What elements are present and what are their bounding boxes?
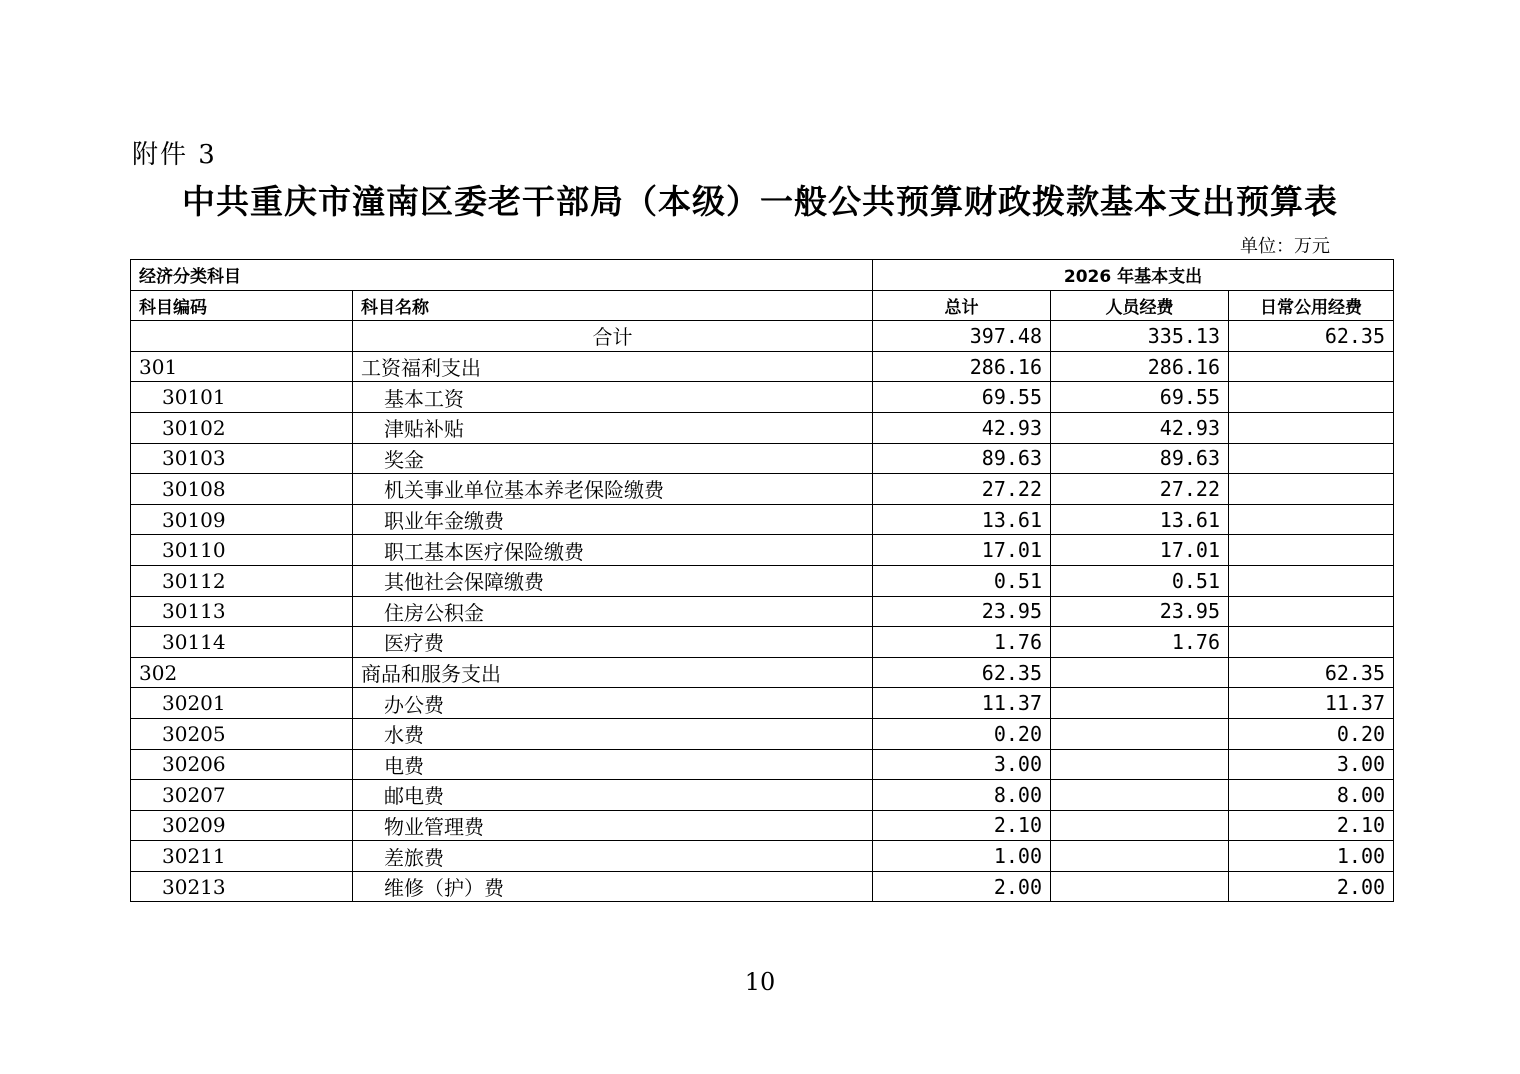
total-cell: 27.22	[873, 474, 1051, 505]
name-cell: 医疗费	[353, 627, 873, 658]
public-cell	[1229, 504, 1394, 535]
total-cell: 0.20	[873, 718, 1051, 749]
code-cell: 30114	[131, 627, 353, 658]
public-cell	[1229, 351, 1394, 382]
personnel-cell	[1051, 871, 1229, 902]
total-cell: 2.10	[873, 810, 1051, 841]
personnel-cell	[1051, 688, 1229, 719]
public-column-header: 日常公用经费	[1229, 290, 1394, 321]
total-cell: 11.37	[873, 688, 1051, 719]
table-row	[131, 596, 1394, 627]
personnel-cell: 69.55	[1051, 382, 1229, 413]
total-cell: 1.00	[873, 841, 1051, 872]
total-cell: 286.16	[873, 351, 1051, 382]
public-cell	[1229, 382, 1394, 413]
name-column-header: 科目名称	[353, 290, 873, 321]
public-cell	[1229, 412, 1394, 443]
personnel-cell: 0.51	[1051, 565, 1229, 596]
total-cell: 0.51	[873, 565, 1051, 596]
code-column-header: 科目编码	[131, 290, 353, 321]
personnel-cell: 89.63	[1051, 443, 1229, 474]
public-cell: 1.00	[1229, 841, 1394, 872]
code-cell: 30113	[131, 596, 353, 627]
name-cell: 住房公积金	[353, 596, 873, 627]
personnel-cell: 13.61	[1051, 504, 1229, 535]
public-cell: 2.00	[1229, 871, 1394, 902]
personnel-cell	[1051, 780, 1229, 811]
personnel-column-header: 人员经费	[1051, 290, 1229, 321]
total-cell: 13.61	[873, 504, 1051, 535]
name-cell: 工资福利支出	[353, 351, 873, 382]
public-cell	[1229, 535, 1394, 566]
public-cell	[1229, 474, 1394, 505]
public-cell	[1229, 443, 1394, 474]
code-cell: 30206	[131, 749, 353, 780]
total-row	[131, 321, 1394, 352]
personnel-cell	[1051, 718, 1229, 749]
code-cell: 30101	[131, 382, 353, 413]
table-row	[131, 504, 1394, 535]
table-row	[131, 627, 1394, 658]
total-cell: 62.35	[873, 657, 1051, 688]
budget-table	[130, 259, 1394, 902]
code-cell: 30211	[131, 841, 353, 872]
public-cell: 0.20	[1229, 718, 1394, 749]
name-cell: 职工基本医疗保险缴费	[353, 535, 873, 566]
public-cell	[1229, 627, 1394, 658]
total-cell: 17.01	[873, 535, 1051, 566]
personnel-cell	[1051, 810, 1229, 841]
public-cell: 62.35	[1229, 321, 1394, 352]
table-row	[131, 565, 1394, 596]
table-row	[131, 535, 1394, 566]
personnel-cell: 27.22	[1051, 474, 1229, 505]
personnel-cell: 23.95	[1051, 596, 1229, 627]
code-cell: 30112	[131, 565, 353, 596]
code-cell	[131, 321, 353, 352]
code-cell: 30109	[131, 504, 353, 535]
table-row	[131, 780, 1394, 811]
code-cell: 30103	[131, 443, 353, 474]
personnel-cell: 42.93	[1051, 412, 1229, 443]
public-cell: 62.35	[1229, 657, 1394, 688]
total-cell: 23.95	[873, 596, 1051, 627]
total-cell: 42.93	[873, 412, 1051, 443]
public-cell: 11.37	[1229, 688, 1394, 719]
name-cell: 维修（护）费	[353, 871, 873, 902]
code-cell: 30110	[131, 535, 353, 566]
total-cell: 3.00	[873, 749, 1051, 780]
column-header-row	[131, 290, 1394, 321]
public-cell: 3.00	[1229, 749, 1394, 780]
code-cell: 30213	[131, 871, 353, 902]
table-row	[131, 412, 1394, 443]
table-row	[131, 382, 1394, 413]
name-cell: 机关事业单位基本养老保险缴费	[353, 474, 873, 505]
personnel-cell: 1.76	[1051, 627, 1229, 658]
table-row	[131, 871, 1394, 902]
page-title: 中共重庆市潼南区委老干部局（本级）一般公共预算财政拨款基本支出预算表	[182, 182, 1338, 221]
code-cell: 30207	[131, 780, 353, 811]
name-cell: 水费	[353, 718, 873, 749]
attachment-label: 附件 3	[132, 140, 217, 170]
table-row	[131, 443, 1394, 474]
name-cell: 职业年金缴费	[353, 504, 873, 535]
code-cell: 30201	[131, 688, 353, 719]
personnel-cell: 17.01	[1051, 535, 1229, 566]
name-cell: 合计	[353, 321, 873, 352]
code-cell: 30108	[131, 474, 353, 505]
economic-class-header: 经济分类科目	[131, 260, 873, 291]
table-row	[131, 841, 1394, 872]
public-cell: 2.10	[1229, 810, 1394, 841]
personnel-cell	[1051, 657, 1229, 688]
name-cell: 差旅费	[353, 841, 873, 872]
personnel-cell	[1051, 841, 1229, 872]
total-cell: 1.76	[873, 627, 1051, 658]
total-cell: 397.48	[873, 321, 1051, 352]
page-number: 10	[744, 968, 776, 996]
personnel-cell: 286.16	[1051, 351, 1229, 382]
personnel-cell	[1051, 749, 1229, 780]
name-cell: 办公费	[353, 688, 873, 719]
name-cell: 邮电费	[353, 780, 873, 811]
table-row	[131, 474, 1394, 505]
code-cell: 30102	[131, 412, 353, 443]
unit-label: 单位：万元	[1240, 236, 1330, 257]
total-column-header: 总计	[873, 290, 1051, 321]
public-cell	[1229, 596, 1394, 627]
code-cell: 302	[131, 657, 353, 688]
table-row	[131, 351, 1394, 382]
code-cell: 30205	[131, 718, 353, 749]
name-cell: 物业管理费	[353, 810, 873, 841]
table-row	[131, 749, 1394, 780]
table-row	[131, 657, 1394, 688]
total-cell: 89.63	[873, 443, 1051, 474]
group-header-row	[131, 260, 1394, 291]
public-cell	[1229, 565, 1394, 596]
basic-expense-header: 2026 年基本支出	[873, 260, 1394, 291]
personnel-cell: 335.13	[1051, 321, 1229, 352]
name-cell: 电费	[353, 749, 873, 780]
name-cell: 商品和服务支出	[353, 657, 873, 688]
table-row	[131, 688, 1394, 719]
public-cell: 8.00	[1229, 780, 1394, 811]
name-cell: 津贴补贴	[353, 412, 873, 443]
code-cell: 301	[131, 351, 353, 382]
name-cell: 基本工资	[353, 382, 873, 413]
name-cell: 奖金	[353, 443, 873, 474]
total-cell: 2.00	[873, 871, 1051, 902]
total-cell: 8.00	[873, 780, 1051, 811]
name-cell: 其他社会保障缴费	[353, 565, 873, 596]
total-cell: 69.55	[873, 382, 1051, 413]
table-row	[131, 718, 1394, 749]
table-row	[131, 810, 1394, 841]
code-cell: 30209	[131, 810, 353, 841]
